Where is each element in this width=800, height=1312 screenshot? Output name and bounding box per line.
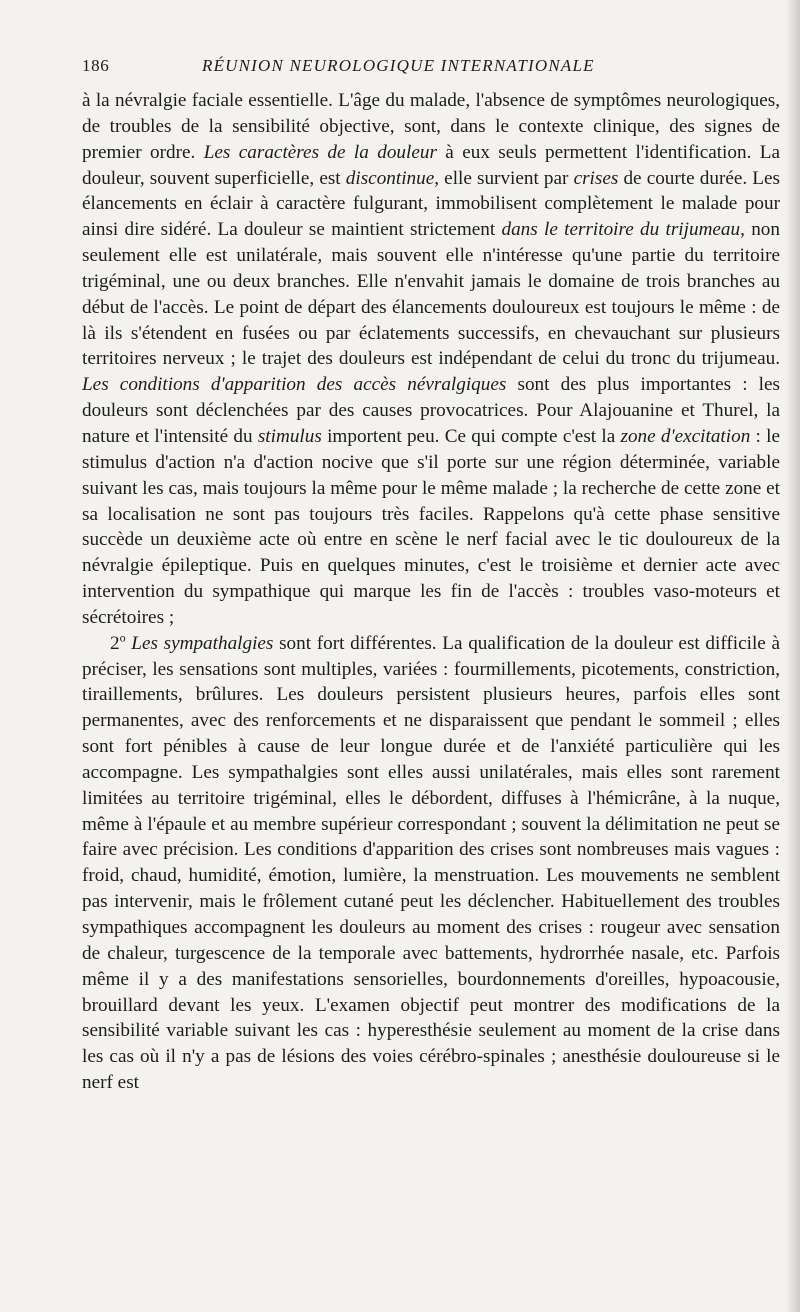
p1-italic-territoire: dans le territoire du trijumeau <box>501 219 741 241</box>
running-head <box>82 56 780 80</box>
p1-text-2: à eux seuls permettent l'identification. La douleur, souvent superficielle, est <box>82 141 780 189</box>
p1-text-5: , non seulement elle est unilatérale, mais souvent elle n'intéresse qu'une partie du territoire trigéminal, une ou deux branches. Elle n'envahit jamais le domaine de trois branches au début de l'accès. Le point de départ des élancements douloureux est toujours le même : de là ils s'étendent en fusées ou par éclatements successifs, en chevauchant sur plusieurs territoires nerveux ; le trajet des douleurs est indépendant de celui du tronc du trijumeau. <box>82 219 780 370</box>
p2-number: 2 <box>110 632 120 654</box>
p1-text-8: : le stimulus d'action n'a d'action nocive que s'il porte sur une région déterminée, variable suivant les cas, mais toujours la même pour le même malade ; la recherche de cette zone et sa localisation ne sont pas toujours très faciles. Rappelons qu'à cette phase sensitive succède un deuxième acte où entre en scène le nerf facial avec le tic douloureux de la névralgie épileptique. Puis en quelques minutes, c'est le troisième et dernier acte avec intervention du sympathique qui marque les fin de l'accès : troubles vaso-moteurs et sécrétoires ; <box>82 425 781 628</box>
book-page <box>82 56 780 1096</box>
header-title: RÉUNION NEUROLOGIQUE INTERNATIONALE <box>202 56 595 75</box>
p2-italic-sympathalgies: Les sympathalgies <box>131 632 274 654</box>
p1-text-4: de courte durée. Les élancements en éclair à caractère fulgurant, immobilisent complètement le malade pour ainsi dire sidéré. La douleur se maintient strictement <box>82 167 780 241</box>
page-edge-shadow <box>786 0 800 1312</box>
p1-italic-zone: zone d'excitation <box>620 425 751 447</box>
p1-text-3: , elle survient par <box>434 167 574 189</box>
p1-italic-stimulus: stimulus <box>257 425 322 447</box>
p1-italic-crises: crises <box>573 167 619 189</box>
p2-text-1: sont fort différentes. La qualification de la douleur est difficile à préciser, les sensations sont multiples, variées : fourmillements, picotements, constriction, tiraillements, brûlures. Les douleurs persistent plusieurs heures, parfois elles sont permanentes, avec des renforcements et ne disparaissent que pendant le sommeil ; elles sont fort pénibles à cause de leur longue durée et de l'anxiété particulière qui les accompagne. Les sympathalgies sont elles aussi unilatérales, mais elles sont rarement limitées au territoire trigéminal, elles le débordent, diffuses à l'hémicrâne, à la nuque, même à l'épaule et au membre supérieur correspondant ; souvent la délimitation ne peut se faire avec précision. Les conditions d'apparition des crises sont nombreuses mais vagues : froid, chaud, humidité, émotion, lumière, la menstruation. Les mouvements ne semblent pas intervenir, mais le frôlement cutané peut les déclencher. Habituellement des troubles sympathiques accompagnent les douleurs au moment des crises : rougeur avec sensation de chaleur, turgescence de la temporale avec battements, hydrorrhée nasale, etc. Parfois même il y a des manifestations sensorielles, bourdonnements d'oreilles, hypoacousie, brouillard devant les yeux. L'examen objectif peut montrer des modifications de la sensibilité variable suivant les cas : hyperesthésie seulement au moment de la crise dans les cas où il n'y a pas de lésions des voies cérébro-spinales ; anesthésie douloureuse si le nerf est <box>82 632 780 1094</box>
p1-italic-caracteres: Les caractères de la douleur <box>203 141 437 163</box>
paragraph-1 <box>82 88 780 631</box>
body-text <box>82 88 780 1096</box>
p1-text-6: sont des plus importantes : les douleurs sont déclenchées par des causes provocatrices. Pour Alajouanine et Thurel, la nature et l'intensité du <box>82 374 780 447</box>
p1-italic-discontinue: discontinue <box>345 167 435 189</box>
p1-text-1: à la névralgie faciale essentielle. L'âge du malade, l'absence de symptômes neurologiques, de troubles de la sensibilité objective, sont, dans le contexte clinique, des signes de premier ordre. <box>82 90 780 163</box>
paragraph-2 <box>82 631 780 1096</box>
page-number: 186 <box>82 56 110 75</box>
p2-number-sup: o <box>119 630 126 645</box>
p1-text-7: importent peu. Ce qui compte c'est la <box>321 425 621 447</box>
p1-italic-conditions: Les conditions d'apparition des accès névralgiques <box>82 374 507 396</box>
